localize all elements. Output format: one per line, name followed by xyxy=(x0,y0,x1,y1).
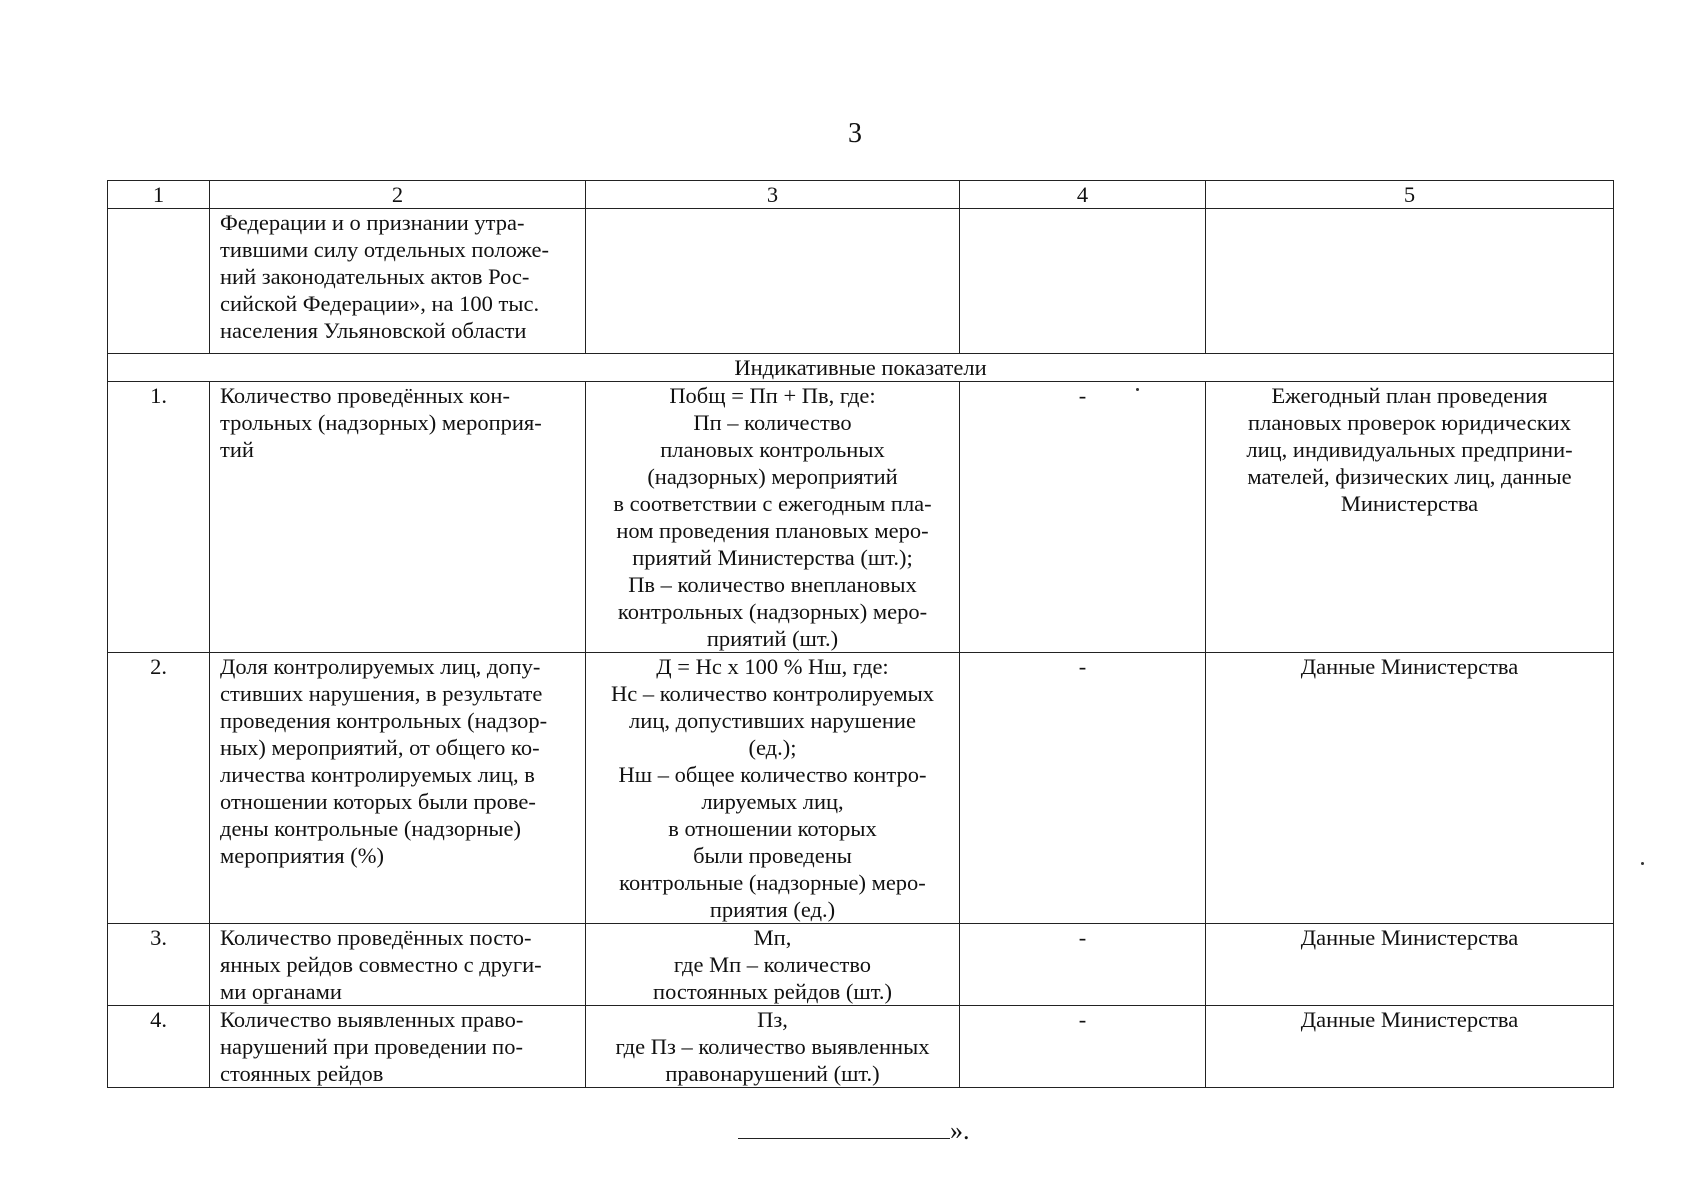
indicator-formula xyxy=(586,924,960,1006)
section-row xyxy=(108,354,1614,382)
row-number: 2. xyxy=(108,653,210,924)
text-line: Пп – количество xyxy=(693,410,852,435)
text-line: ных) мероприятий, от общего ко- xyxy=(220,735,540,760)
table-row xyxy=(108,924,1614,1006)
text-line: контрольные (надзорные) меро- xyxy=(619,870,926,895)
text-line: Пз, xyxy=(757,1007,788,1032)
indicator-formula xyxy=(586,1006,960,1088)
text-line: были проведены xyxy=(693,843,852,868)
indicator-source xyxy=(1206,653,1614,924)
indicator-name xyxy=(210,1006,586,1088)
text-line: стоянных рейдов xyxy=(220,1061,384,1086)
indicator-col-4: - xyxy=(960,1006,1206,1088)
indicator-name xyxy=(210,382,586,653)
text-line: Министерства xyxy=(1340,491,1479,516)
text-line: ми органами xyxy=(220,979,342,1004)
continuation-col-5 xyxy=(1206,209,1614,354)
text-line: ном проведения плановых меро- xyxy=(616,518,929,543)
header-col-1: 1 xyxy=(108,181,210,209)
text-line: постоянных рейдов (шт.) xyxy=(653,979,892,1004)
text-line: где Пз – количество выявленных xyxy=(615,1034,930,1059)
indicator-col-4: - xyxy=(960,653,1206,924)
indicator-col-4: - xyxy=(960,924,1206,1006)
text-line: отношении которых были прове- xyxy=(220,789,536,814)
continuation-col-3 xyxy=(586,209,960,354)
text-line: Доля контролируемых лиц, допу- xyxy=(220,654,541,679)
header-col-5: 5 xyxy=(1206,181,1614,209)
text-line: лируемых лиц, xyxy=(701,789,844,814)
text-line: мателей, физических лиц, данные xyxy=(1247,464,1572,489)
closing-mark xyxy=(738,1116,970,1146)
text-line: Данные Министерства xyxy=(1300,1007,1519,1032)
text-line: Нс – количество контролируемых xyxy=(611,681,934,706)
text-line: ний законодательных актов Рос- xyxy=(220,264,530,289)
indicator-name xyxy=(210,653,586,924)
text-line: в отношении которых xyxy=(668,816,877,841)
continuation-col-4 xyxy=(960,209,1206,354)
indicator-formula xyxy=(586,382,960,653)
indicator-name xyxy=(210,924,586,1006)
text-line: трольных (надзорных) мероприя- xyxy=(220,410,542,435)
text-line: плановых контрольных xyxy=(660,437,885,462)
indicators-table xyxy=(107,180,1614,1088)
text-line: Д = Нс х 100 % Нш, где: xyxy=(656,654,889,679)
closing-quote: ». xyxy=(950,1116,970,1145)
text-line: (надзорных) мероприятий xyxy=(647,464,898,489)
text-line: Данные Министерства xyxy=(1300,925,1519,950)
page-number: 3 xyxy=(848,118,862,149)
text-line: тившими силу отдельных положе- xyxy=(220,237,549,262)
continuation-col-1 xyxy=(108,209,210,354)
text-line: Побщ = Пп + Пв, где: xyxy=(669,383,876,408)
text-line: (ед.); xyxy=(748,735,797,760)
text-line: приятия (ед.) xyxy=(709,897,836,922)
text-line: тий xyxy=(220,437,254,462)
section-title: Индикативные показатели xyxy=(108,354,1614,382)
text-line: приятий Министерства (шт.); xyxy=(632,545,913,570)
text-line: в соответствии с ежегодным пла- xyxy=(613,491,932,516)
table-row xyxy=(108,1006,1614,1088)
text-line: лиц, допустивших нарушение xyxy=(629,708,916,733)
text-line: Количество проведённых посто- xyxy=(220,925,532,950)
continuation-row xyxy=(108,209,1614,354)
header-col-2: 2 xyxy=(210,181,586,209)
text-line: контрольных (надзорных) меро- xyxy=(617,599,928,624)
indicator-col-4: - xyxy=(960,382,1206,653)
header-col-4: 4 xyxy=(960,181,1206,209)
table-row xyxy=(108,653,1614,924)
text-line: янных рейдов совместно с други- xyxy=(220,952,542,977)
text-line: Мп, xyxy=(753,925,792,950)
text-line: мероприятия (%) xyxy=(220,843,384,868)
indicator-source xyxy=(1206,1006,1614,1088)
row-number: 4. xyxy=(108,1006,210,1088)
text-line: плановых проверок юридических xyxy=(1248,410,1571,435)
indicator-source xyxy=(1206,382,1614,653)
text-line: личества контролируемых лиц, в xyxy=(220,762,535,787)
text-line: Нш – общее количество контро- xyxy=(618,762,927,787)
indicator-source xyxy=(1206,924,1614,1006)
row-number: 1. xyxy=(108,382,210,653)
text-line: Данные Министерства xyxy=(1300,654,1519,679)
text-line: сийской Федерации», на 100 тыс. xyxy=(220,291,540,316)
table-header-row xyxy=(108,181,1614,209)
text-line: проведения контрольных (надзор- xyxy=(220,708,548,733)
text-line: населения Ульяновской области xyxy=(220,318,527,343)
text-line: Пв – количество внеплановых xyxy=(628,572,917,597)
text-line: Федерации и о признании утра- xyxy=(220,210,525,235)
indicator-formula xyxy=(586,653,960,924)
scan-speck xyxy=(1641,862,1644,865)
signature-rule xyxy=(738,1118,950,1139)
text-line: лиц, индивидуальных предприни- xyxy=(1246,437,1573,462)
text-line: Количество проведённых кон- xyxy=(220,383,510,408)
text-line: стивших нарушения, в результате xyxy=(220,681,543,706)
text-line: где Мп – количество xyxy=(673,952,872,977)
text-line: дены контрольные (надзорные) xyxy=(220,816,522,841)
text-line: Ежегодный план проведения xyxy=(1271,383,1548,408)
row-number: 3. xyxy=(108,924,210,1006)
text-line: Количество выявленных право- xyxy=(220,1007,524,1032)
header-col-3: 3 xyxy=(586,181,960,209)
text-line: приятий (шт.) xyxy=(706,626,839,651)
table-row xyxy=(108,382,1614,653)
scan-speck xyxy=(1136,388,1139,391)
text-line: нарушений при проведении по- xyxy=(220,1034,523,1059)
continuation-text xyxy=(210,209,586,354)
text-line: правонарушений (шт.) xyxy=(665,1061,880,1086)
